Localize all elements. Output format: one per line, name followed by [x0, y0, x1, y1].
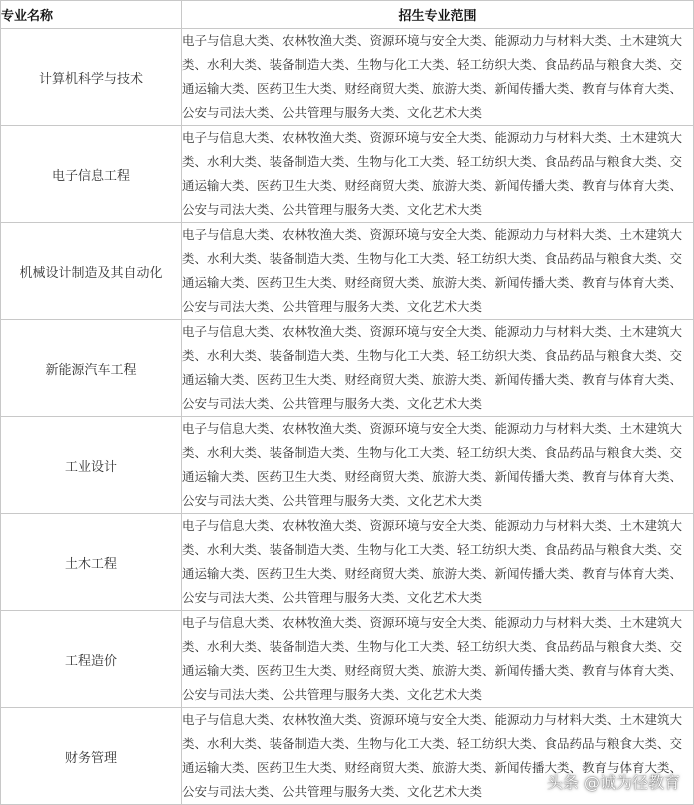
table-row: [1, 417, 694, 514]
major-name-cell: 计算机科学与技术: [1, 29, 182, 126]
enrollment-scope-cell: 电子与信息大类、农林牧渔大类、资源环境与安全大类、能源动力与材料大类、土木建筑大类、水利大类、装备制造大类、生物与化工大类、轻工纺织大类、食品药品与粮食大类、交通运输大类、医药卫生大类、财经商贸大类、旅游大类、新闻传播大类、教育与体育大类、公安与司法大类、公共管理与服务大类、文化艺术大类: [182, 320, 694, 417]
table-row: [1, 514, 694, 611]
table-row: [1, 320, 694, 417]
enrollment-scope-cell: 电子与信息大类、农林牧渔大类、资源环境与安全大类、能源动力与材料大类、土木建筑大类、水利大类、装备制造大类、生物与化工大类、轻工纺织大类、食品药品与粮食大类、交通运输大类、医药卫生大类、财经商贸大类、旅游大类、新闻传播大类、教育与体育大类、公安与司法大类、公共管理与服务大类、文化艺术大类: [182, 126, 694, 223]
major-name-cell: 工业设计: [1, 417, 182, 514]
enrollment-scope-cell: 电子与信息大类、农林牧渔大类、资源环境与安全大类、能源动力与材料大类、土木建筑大类、水利大类、装备制造大类、生物与化工大类、轻工纺织大类、食品药品与粮食大类、交通运输大类、医药卫生大类、财经商贸大类、旅游大类、新闻传播大类、教育与体育大类、公安与司法大类、公共管理与服务大类、文化艺术大类: [182, 223, 694, 320]
major-name-cell: 工程造价: [1, 611, 182, 708]
table-row: [1, 29, 694, 126]
major-name-cell: 土木工程: [1, 514, 182, 611]
enrollment-scope-cell: 电子与信息大类、农林牧渔大类、资源环境与安全大类、能源动力与材料大类、土木建筑大类、水利大类、装备制造大类、生物与化工大类、轻工纺织大类、食品药品与粮食大类、交通运输大类、医药卫生大类、财经商贸大类、旅游大类、新闻传播大类、教育与体育大类、公安与司法大类、公共管理与服务大类、文化艺术大类: [182, 417, 694, 514]
table-row: [1, 223, 694, 320]
enrollment-scope-cell: 电子与信息大类、农林牧渔大类、资源环境与安全大类、能源动力与材料大类、土木建筑大类、水利大类、装备制造大类、生物与化工大类、轻工纺织大类、食品药品与粮食大类、交通运输大类、医药卫生大类、财经商贸大类、旅游大类、新闻传播大类、教育与体育大类、公安与司法大类、公共管理与服务大类、文化艺术大类: [182, 514, 694, 611]
major-name-cell: 新能源汽车工程: [1, 320, 182, 417]
major-name-cell: 财务管理: [1, 708, 182, 805]
source-watermark: 头条 @诚为径教育: [546, 773, 680, 792]
header-enrollment-scope: 招生专业范围: [182, 1, 694, 29]
table-header-row: [1, 1, 694, 29]
table-row: [1, 126, 694, 223]
enrollment-scope-cell: 电子与信息大类、农林牧渔大类、资源环境与安全大类、能源动力与材料大类、土木建筑大类、水利大类、装备制造大类、生物与化工大类、轻工纺织大类、食品药品与粮食大类、交通运输大类、医药卫生大类、财经商贸大类、旅游大类、新闻传播大类、教育与体育大类、公安与司法大类、公共管理与服务大类、文化艺术大类: [182, 29, 694, 126]
enrollment-scope-cell: 电子与信息大类、农林牧渔大类、资源环境与安全大类、能源动力与材料大类、土木建筑大类、水利大类、装备制造大类、生物与化工大类、轻工纺织大类、食品药品与粮食大类、交通运输大类、医药卫生大类、财经商贸大类、旅游大类、新闻传播大类、教育与体育大类、公安与司法大类、公共管理与服务大类、文化艺术大类: [182, 611, 694, 708]
major-name-cell: 电子信息工程: [1, 126, 182, 223]
enrollment-scope-cell: 电子与信息大类、农林牧渔大类、资源环境与安全大类、能源动力与材料大类、土木建筑大类、水利大类、装备制造大类、生物与化工大类、轻工纺织大类、食品药品与粮食大类、交通运输大类、医药卫生大类、财经商贸大类、旅游大类、新闻传播大类、教育与体育大类、公安与司法大类、公共管理与服务大类、文化艺术大类: [182, 708, 694, 805]
major-name-cell: 机械设计制造及其自动化: [1, 223, 182, 320]
header-major-name: 专业名称: [1, 1, 182, 29]
table-row: [1, 611, 694, 708]
